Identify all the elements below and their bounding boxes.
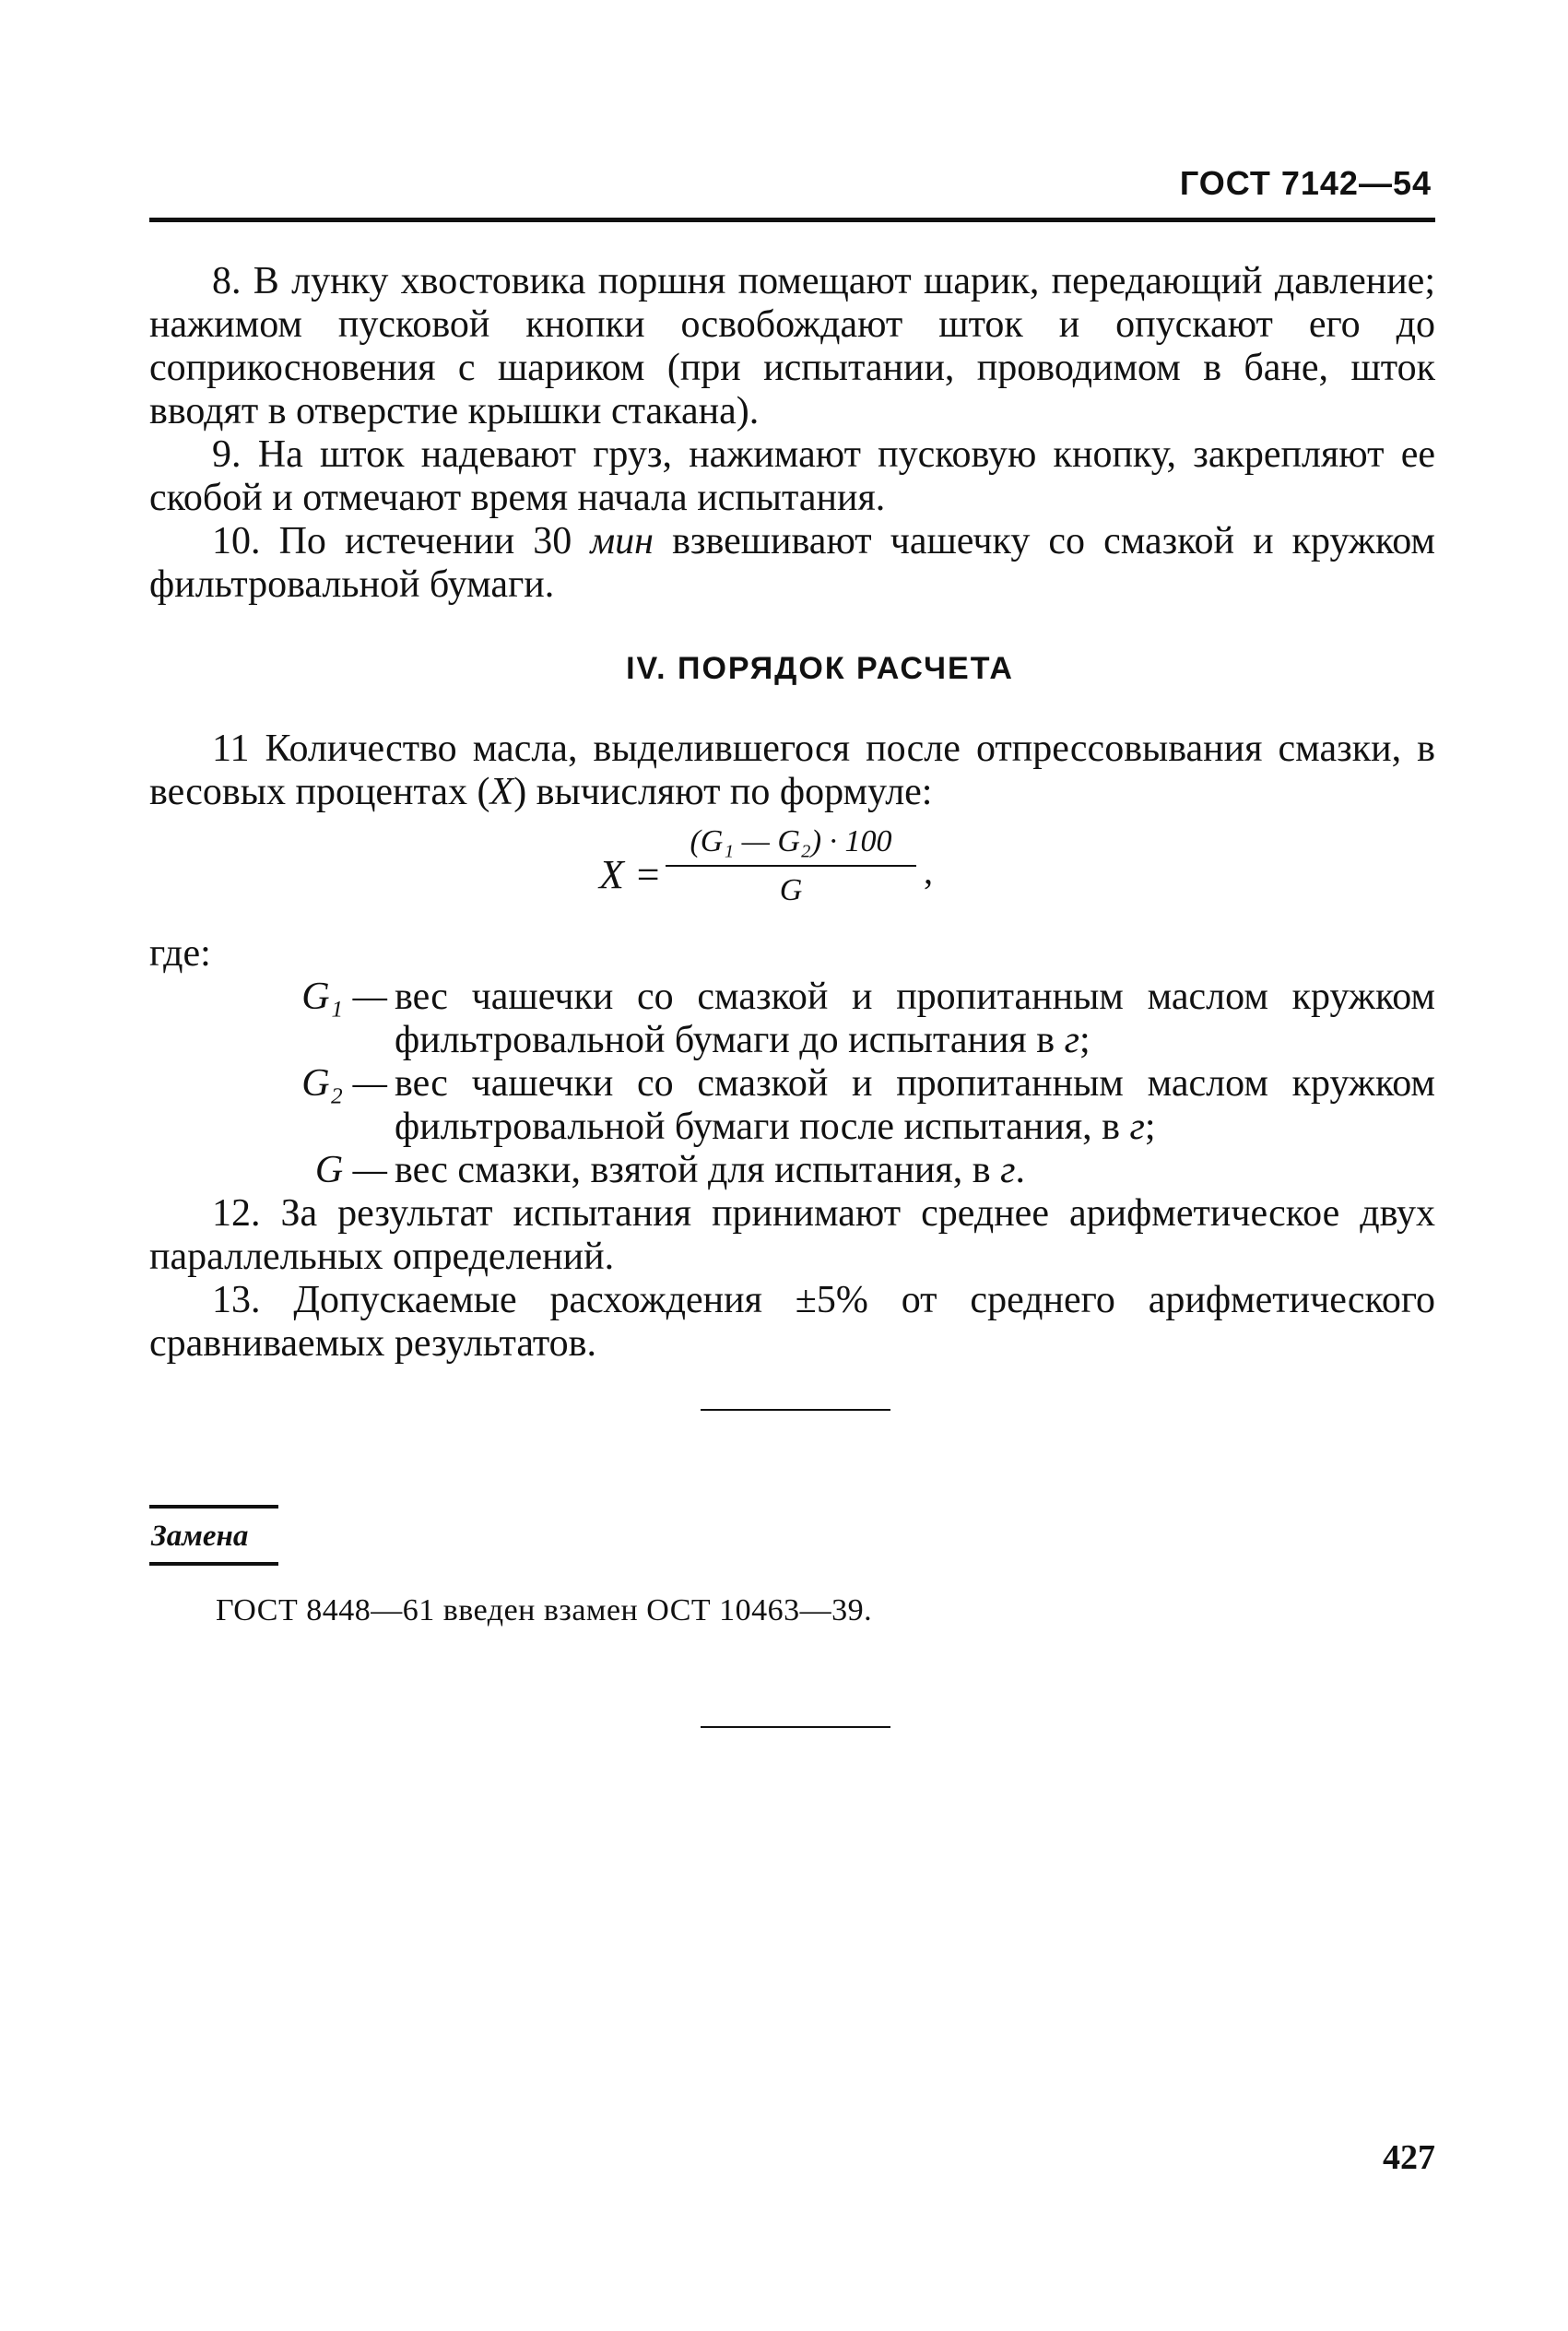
- replacement-text: ГОСТ 8448—61 введен взамен ОСТ 10463—39.: [216, 1593, 873, 1627]
- paragraph-12: 12. За результат испытания принимают среднее арифметическое двух параллельных определений.: [149, 1192, 1435, 1278]
- paragraph-11: [149, 728, 1435, 814]
- definition-text: [387, 1149, 1435, 1192]
- paragraph-13: 13. Допускаемые расхождения ±5% от среднего арифметического сравниваемых результатов.: [149, 1279, 1435, 1365]
- definition-text-b: ;: [1144, 1106, 1156, 1148]
- definition-unit: г: [1000, 1149, 1016, 1191]
- definition-text: [387, 1062, 1435, 1149]
- definition-g1: [149, 976, 1435, 1062]
- formula-denominator: G: [779, 873, 803, 907]
- formula: [149, 820, 1435, 923]
- paragraph-10: [149, 520, 1435, 607]
- header-rule: [149, 218, 1435, 222]
- replacement-rule-top: [149, 1505, 278, 1509]
- definition-unit: г: [1129, 1106, 1145, 1148]
- paragraph-11-variable: X: [489, 771, 514, 813]
- replacement-rule-bottom: [149, 1562, 278, 1566]
- separator-rule: [701, 1409, 890, 1411]
- main-text: [149, 260, 1435, 1366]
- paragraph-10-text-a: 10. По истечении 30: [212, 520, 591, 562]
- formula-fraction: [666, 820, 916, 912]
- formula-lhs: X =: [599, 852, 662, 897]
- separator-rule: [701, 1726, 890, 1728]
- definition-g2: [149, 1062, 1435, 1149]
- paragraph-10-text-b: взвешивают чашечку со смазкой и кружком фильтровальной бумаги.: [149, 520, 1435, 606]
- definition-text-a: вес чашечки со смазкой и пропитанным маслом кружком фильтровальной бумаги до испытания в: [395, 976, 1435, 1061]
- definition-symbol: G —: [314, 1149, 387, 1191]
- where-label: где:: [149, 932, 211, 975]
- definition-text-b: .: [1015, 1149, 1025, 1191]
- definition-text-a: вес смазки, взятой для испытания, в: [395, 1149, 1001, 1191]
- definition-g: [149, 1149, 1435, 1192]
- paragraph-10-unit: мин: [590, 520, 654, 562]
- definition-symbol: G₁ —: [301, 976, 387, 1018]
- standard-code: ГОСТ 7142—54: [1179, 164, 1432, 202]
- formula-numerator: (G₁ — G₂) · 100: [666, 820, 916, 867]
- paragraph-8: 8. В лунку хвостовика поршня помещают шарик, передающий давление; нажимом пусковой кнопки освобождают шток и опускают его до соприкосновения с шариком (при испытании, проводимом в бане, шток вводят в отверстие крышки стакана).: [149, 260, 1435, 432]
- formula-comma: ,: [924, 850, 933, 892]
- page-number: 427: [1383, 2138, 1435, 2177]
- paragraph-11-text-a: 11 Количество масла, выделившегося после отпрессовывания смазки, в весовых процентах (: [149, 728, 1435, 813]
- definition-text: [387, 976, 1435, 1062]
- definition-unit: г: [1064, 1019, 1079, 1061]
- paragraph-11-text-b: ) вычисляют по формуле:: [513, 771, 933, 813]
- definition-symbol: G₂ —: [301, 1062, 387, 1105]
- replacement-label: Замена: [151, 1520, 249, 1553]
- paragraph-9: 9. На шток надевают груз, нажимают пусковую кнопку, закрепляют ее скобой и отмечают время начала испытания.: [149, 433, 1435, 519]
- definition-text-a: вес чашечки со смазкой и пропитанным маслом кружком фильтровальной бумаги после испытания, в: [395, 1062, 1435, 1148]
- section-title: IV. ПОРЯДОК РАСЧЕТА: [626, 651, 1014, 686]
- definition-text-b: ;: [1079, 1019, 1091, 1061]
